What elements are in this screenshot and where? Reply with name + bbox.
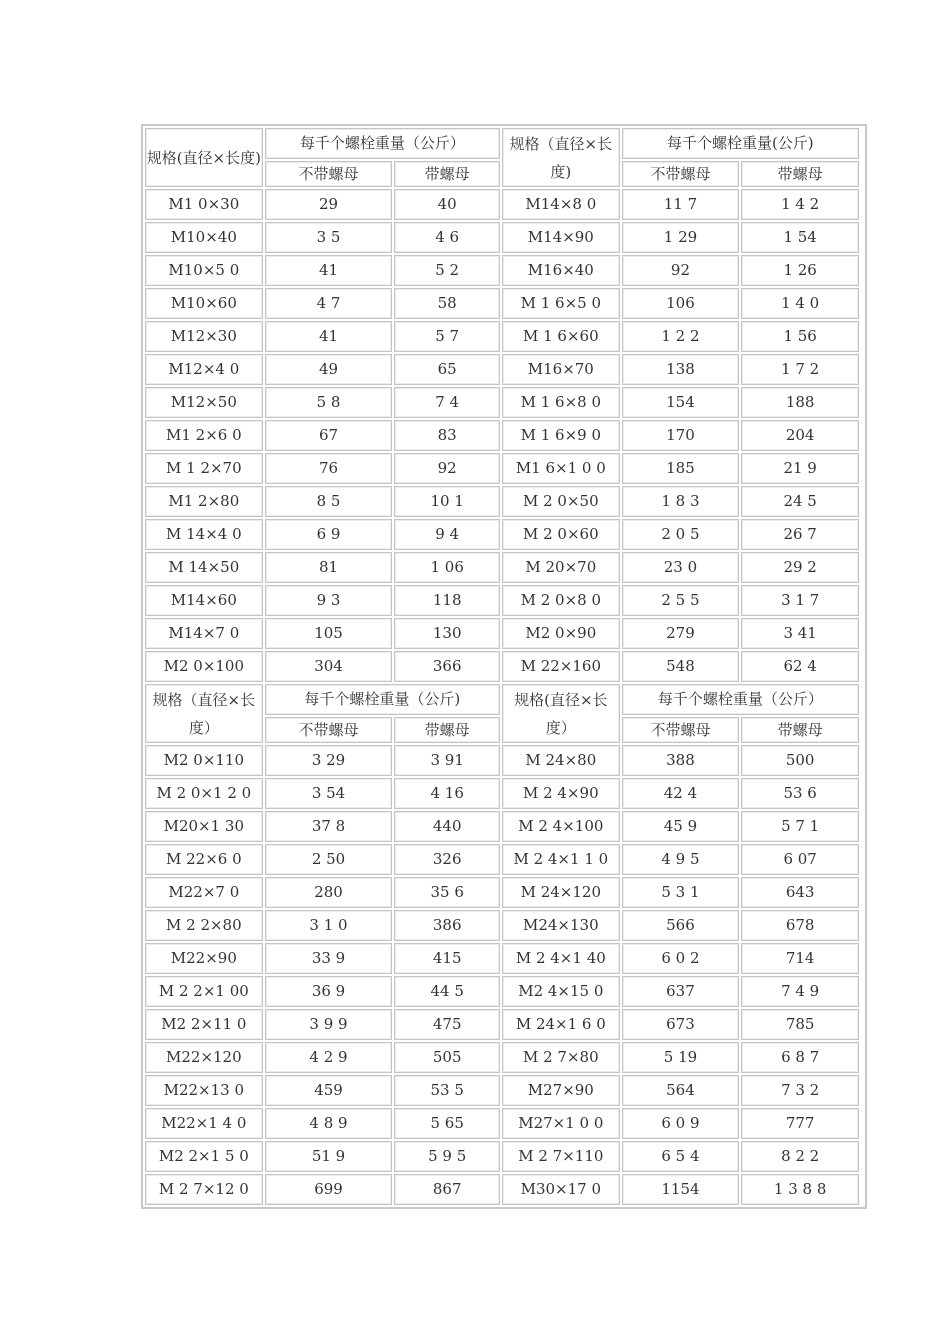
weight-with-nut-cell: 415 bbox=[394, 943, 500, 974]
weight-with-nut-cell: 440 bbox=[394, 811, 500, 842]
table-row bbox=[145, 585, 859, 616]
weight-with-nut-cell: 867 bbox=[394, 1174, 500, 1205]
weight-with-nut-cell: 3 1 7 bbox=[741, 585, 859, 616]
weight-without-nut-cell: 5 19 bbox=[622, 1042, 740, 1073]
weight-without-nut-cell: 36 9 bbox=[265, 976, 393, 1007]
weight-without-nut-cell: 11 7 bbox=[622, 189, 740, 220]
weight-with-nut-cell: 678 bbox=[741, 910, 859, 941]
weight-with-nut-cell: 65 bbox=[394, 354, 500, 385]
weight-without-nut-cell: 6 9 bbox=[265, 519, 393, 550]
weight-with-nut-cell: 92 bbox=[394, 453, 500, 484]
spec-cell: M2 0×100 bbox=[145, 651, 263, 682]
weight-without-nut-cell: 3 29 bbox=[265, 745, 393, 776]
spec-cell: M 22×160 bbox=[502, 651, 620, 682]
weight-header: 每千个螺栓重量（公斤） bbox=[265, 128, 500, 159]
spec-cell: M10×40 bbox=[145, 222, 263, 253]
weight-with-nut-cell: 5 65 bbox=[394, 1108, 500, 1139]
with-nut-header: 带螺母 bbox=[394, 717, 500, 743]
spec-cell: M30×17 0 bbox=[502, 1174, 620, 1205]
spec-cell: M22×7 0 bbox=[145, 877, 263, 908]
spec-cell: M 22×6 0 bbox=[145, 844, 263, 875]
spec-cell: M 2 4×1 1 0 bbox=[502, 844, 620, 875]
weight-with-nut-cell: 3 41 bbox=[741, 618, 859, 649]
weight-with-nut-cell: 500 bbox=[741, 745, 859, 776]
spec-cell: M 2 4×1 40 bbox=[502, 943, 620, 974]
weight-without-nut-cell: 564 bbox=[622, 1075, 740, 1106]
spec-cell: M2 0×110 bbox=[145, 745, 263, 776]
weight-without-nut-cell: 699 bbox=[265, 1174, 393, 1205]
spec-cell: M1 2×80 bbox=[145, 486, 263, 517]
table-row bbox=[145, 189, 859, 220]
weight-with-nut-cell: 44 5 bbox=[394, 976, 500, 1007]
weight-without-nut-cell: 4 7 bbox=[265, 288, 393, 319]
spec-cell: M24×130 bbox=[502, 910, 620, 941]
table-row bbox=[145, 288, 859, 319]
spec-cell: M2 4×15 0 bbox=[502, 976, 620, 1007]
weight-with-nut-cell: 9 4 bbox=[394, 519, 500, 550]
spec-cell: M 2 4×100 bbox=[502, 811, 620, 842]
weight-without-nut-cell: 170 bbox=[622, 420, 740, 451]
spec-cell: M27×1 0 0 bbox=[502, 1108, 620, 1139]
weight-with-nut-cell: 5 9 5 bbox=[394, 1141, 500, 1172]
weight-with-nut-cell: 1 3 8 8 bbox=[741, 1174, 859, 1205]
spec-cell: M 20×70 bbox=[502, 552, 620, 583]
weight-with-nut-cell: 53 6 bbox=[741, 778, 859, 809]
weight-with-nut-cell: 10 1 bbox=[394, 486, 500, 517]
table-row bbox=[145, 910, 859, 941]
weight-without-nut-cell: 388 bbox=[622, 745, 740, 776]
weight-without-nut-cell: 4 2 9 bbox=[265, 1042, 393, 1073]
weight-with-nut-cell: 6 07 bbox=[741, 844, 859, 875]
spec-header: 规格(直径×长度) bbox=[145, 128, 263, 187]
spec-header: 规格（直径×长度) bbox=[502, 128, 620, 187]
weight-without-nut-cell: 42 4 bbox=[622, 778, 740, 809]
spec-cell: M 1 6×9 0 bbox=[502, 420, 620, 451]
weight-without-nut-cell: 6 0 9 bbox=[622, 1108, 740, 1139]
table-row bbox=[145, 552, 859, 583]
table-row bbox=[145, 453, 859, 484]
weight-with-nut-cell: 130 bbox=[394, 618, 500, 649]
without-nut-header: 不带螺母 bbox=[265, 717, 393, 743]
weight-with-nut-cell: 505 bbox=[394, 1042, 500, 1073]
weight-with-nut-cell: 1 06 bbox=[394, 552, 500, 583]
spec-cell: M 2 0×60 bbox=[502, 519, 620, 550]
weight-without-nut-cell: 81 bbox=[265, 552, 393, 583]
spec-cell: M14×7 0 bbox=[145, 618, 263, 649]
spec-cell: M 24×80 bbox=[502, 745, 620, 776]
weight-with-nut-cell: 326 bbox=[394, 844, 500, 875]
table-row bbox=[145, 519, 859, 550]
weight-with-nut-cell: 1 54 bbox=[741, 222, 859, 253]
with-nut-header: 带螺母 bbox=[741, 161, 859, 187]
weight-without-nut-cell: 3 54 bbox=[265, 778, 393, 809]
spec-cell: M20×1 30 bbox=[145, 811, 263, 842]
spec-cell: M 2 7×110 bbox=[502, 1141, 620, 1172]
weight-with-nut-cell: 777 bbox=[741, 1108, 859, 1139]
spec-cell: M1 6×1 0 0 bbox=[502, 453, 620, 484]
table-row bbox=[145, 1009, 859, 1040]
spec-cell: M1 0×30 bbox=[145, 189, 263, 220]
weight-with-nut-cell: 386 bbox=[394, 910, 500, 941]
weight-without-nut-cell: 6 0 2 bbox=[622, 943, 740, 974]
weight-without-nut-cell: 5 3 1 bbox=[622, 877, 740, 908]
spec-cell: M 1 2×70 bbox=[145, 453, 263, 484]
weight-with-nut-cell: 475 bbox=[394, 1009, 500, 1040]
spec-cell: M12×50 bbox=[145, 387, 263, 418]
weight-with-nut-cell: 4 6 bbox=[394, 222, 500, 253]
spec-cell: M 24×1 6 0 bbox=[502, 1009, 620, 1040]
weight-with-nut-cell: 62 4 bbox=[741, 651, 859, 682]
without-nut-header: 不带螺母 bbox=[622, 717, 740, 743]
spec-cell: M 2 7×12 0 bbox=[145, 1174, 263, 1205]
spec-cell: M 2 7×80 bbox=[502, 1042, 620, 1073]
weight-with-nut-cell: 40 bbox=[394, 189, 500, 220]
weight-without-nut-cell: 2 5 5 bbox=[622, 585, 740, 616]
weight-with-nut-cell: 118 bbox=[394, 585, 500, 616]
spec-cell: M10×5 0 bbox=[145, 255, 263, 286]
table-row bbox=[145, 354, 859, 385]
weight-with-nut-cell: 714 bbox=[741, 943, 859, 974]
bolt-weight-table bbox=[143, 126, 861, 1207]
spec-header: 规格(直径×长度） bbox=[502, 684, 620, 743]
weight-with-nut-cell: 5 2 bbox=[394, 255, 500, 286]
weight-header: 每千个螺栓重量(公斤) bbox=[622, 128, 859, 159]
table-row bbox=[145, 1108, 859, 1139]
table-row bbox=[145, 387, 859, 418]
weight-without-nut-cell: 1 2 2 bbox=[622, 321, 740, 352]
weight-without-nut-cell: 33 9 bbox=[265, 943, 393, 974]
spec-cell: M22×90 bbox=[145, 943, 263, 974]
weight-with-nut-cell: 1 4 2 bbox=[741, 189, 859, 220]
table-row bbox=[145, 811, 859, 842]
spec-cell: M 24×120 bbox=[502, 877, 620, 908]
table-row bbox=[145, 1075, 859, 1106]
weight-without-nut-cell: 92 bbox=[622, 255, 740, 286]
weight-with-nut-cell: 785 bbox=[741, 1009, 859, 1040]
weight-without-nut-cell: 1 29 bbox=[622, 222, 740, 253]
weight-without-nut-cell: 67 bbox=[265, 420, 393, 451]
weight-without-nut-cell: 566 bbox=[622, 910, 740, 941]
table-row bbox=[145, 321, 859, 352]
table-body bbox=[145, 128, 859, 1205]
weight-without-nut-cell: 2 50 bbox=[265, 844, 393, 875]
weight-with-nut-cell: 1 56 bbox=[741, 321, 859, 352]
weight-with-nut-cell: 188 bbox=[741, 387, 859, 418]
weight-without-nut-cell: 280 bbox=[265, 877, 393, 908]
weight-without-nut-cell: 4 8 9 bbox=[265, 1108, 393, 1139]
weight-with-nut-cell: 1 26 bbox=[741, 255, 859, 286]
spec-cell: M14×8 0 bbox=[502, 189, 620, 220]
spec-cell: M 2 2×80 bbox=[145, 910, 263, 941]
table-row bbox=[145, 877, 859, 908]
weight-without-nut-cell: 637 bbox=[622, 976, 740, 1007]
weight-without-nut-cell: 3 5 bbox=[265, 222, 393, 253]
without-nut-header: 不带螺母 bbox=[265, 161, 393, 187]
spec-header: 规格（直径×长度） bbox=[145, 684, 263, 743]
table-row bbox=[145, 1141, 859, 1172]
weight-with-nut-cell: 7 4 9 bbox=[741, 976, 859, 1007]
weight-without-nut-cell: 3 1 0 bbox=[265, 910, 393, 941]
spec-cell: M 2 4×90 bbox=[502, 778, 620, 809]
weight-without-nut-cell: 138 bbox=[622, 354, 740, 385]
spec-cell: M 2 0×50 bbox=[502, 486, 620, 517]
weight-with-nut-cell: 21 9 bbox=[741, 453, 859, 484]
weight-without-nut-cell: 304 bbox=[265, 651, 393, 682]
table-row bbox=[145, 255, 859, 286]
spec-cell: M12×4 0 bbox=[145, 354, 263, 385]
spec-cell: M22×120 bbox=[145, 1042, 263, 1073]
spec-cell: M14×90 bbox=[502, 222, 620, 253]
header-row bbox=[145, 128, 859, 159]
weight-with-nut-cell: 204 bbox=[741, 420, 859, 451]
spec-cell: M2 0×90 bbox=[502, 618, 620, 649]
weight-without-nut-cell: 1 8 3 bbox=[622, 486, 740, 517]
table-row bbox=[145, 420, 859, 451]
weight-header: 每千个螺栓重量（公斤） bbox=[622, 684, 859, 715]
table-row bbox=[145, 844, 859, 875]
weight-with-nut-cell: 35 6 bbox=[394, 877, 500, 908]
spec-cell: M2 2×1 5 0 bbox=[145, 1141, 263, 1172]
table-row bbox=[145, 943, 859, 974]
weight-without-nut-cell: 5 8 bbox=[265, 387, 393, 418]
weight-with-nut-cell: 5 7 1 bbox=[741, 811, 859, 842]
weight-with-nut-cell: 366 bbox=[394, 651, 500, 682]
weight-without-nut-cell: 6 5 4 bbox=[622, 1141, 740, 1172]
spec-cell: M 14×4 0 bbox=[145, 519, 263, 550]
weight-without-nut-cell: 106 bbox=[622, 288, 740, 319]
weight-with-nut-cell: 7 4 bbox=[394, 387, 500, 418]
spec-cell: M 2 0×1 2 0 bbox=[145, 778, 263, 809]
weight-without-nut-cell: 2 0 5 bbox=[622, 519, 740, 550]
weight-without-nut-cell: 1154 bbox=[622, 1174, 740, 1205]
weight-without-nut-cell: 41 bbox=[265, 255, 393, 286]
without-nut-header: 不带螺母 bbox=[622, 161, 740, 187]
table-row bbox=[145, 486, 859, 517]
weight-with-nut-cell: 3 91 bbox=[394, 745, 500, 776]
weight-with-nut-cell: 643 bbox=[741, 877, 859, 908]
spec-cell: M 14×50 bbox=[145, 552, 263, 583]
weight-without-nut-cell: 548 bbox=[622, 651, 740, 682]
spec-cell: M 1 6×5 0 bbox=[502, 288, 620, 319]
weight-with-nut-cell: 83 bbox=[394, 420, 500, 451]
weight-with-nut-cell: 1 4 0 bbox=[741, 288, 859, 319]
weight-without-nut-cell: 154 bbox=[622, 387, 740, 418]
weight-header: 每千个螺栓重量（公斤) bbox=[265, 684, 500, 715]
weight-with-nut-cell: 8 2 2 bbox=[741, 1141, 859, 1172]
table-row bbox=[145, 976, 859, 1007]
bolt-weight-table-frame bbox=[141, 124, 867, 1209]
weight-without-nut-cell: 37 8 bbox=[265, 811, 393, 842]
weight-without-nut-cell: 673 bbox=[622, 1009, 740, 1040]
weight-with-nut-cell: 5 7 bbox=[394, 321, 500, 352]
weight-with-nut-cell: 1 7 2 bbox=[741, 354, 859, 385]
weight-with-nut-cell: 29 2 bbox=[741, 552, 859, 583]
spec-cell: M27×90 bbox=[502, 1075, 620, 1106]
weight-without-nut-cell: 51 9 bbox=[265, 1141, 393, 1172]
table-row bbox=[145, 778, 859, 809]
weight-without-nut-cell: 8 5 bbox=[265, 486, 393, 517]
weight-without-nut-cell: 23 0 bbox=[622, 552, 740, 583]
weight-without-nut-cell: 9 3 bbox=[265, 585, 393, 616]
weight-without-nut-cell: 459 bbox=[265, 1075, 393, 1106]
table-row bbox=[145, 745, 859, 776]
spec-cell: M 1 6×8 0 bbox=[502, 387, 620, 418]
weight-with-nut-cell: 26 7 bbox=[741, 519, 859, 550]
weight-with-nut-cell: 58 bbox=[394, 288, 500, 319]
table-row bbox=[145, 618, 859, 649]
weight-without-nut-cell: 49 bbox=[265, 354, 393, 385]
spec-cell: M22×1 4 0 bbox=[145, 1108, 263, 1139]
spec-cell: M2 2×11 0 bbox=[145, 1009, 263, 1040]
weight-with-nut-cell: 7 3 2 bbox=[741, 1075, 859, 1106]
spec-cell: M 1 6×60 bbox=[502, 321, 620, 352]
weight-without-nut-cell: 3 9 9 bbox=[265, 1009, 393, 1040]
weight-without-nut-cell: 41 bbox=[265, 321, 393, 352]
weight-with-nut-cell: 6 8 7 bbox=[741, 1042, 859, 1073]
weight-with-nut-cell: 53 5 bbox=[394, 1075, 500, 1106]
weight-without-nut-cell: 105 bbox=[265, 618, 393, 649]
weight-without-nut-cell: 76 bbox=[265, 453, 393, 484]
spec-cell: M10×60 bbox=[145, 288, 263, 319]
spec-cell: M22×13 0 bbox=[145, 1075, 263, 1106]
header-row bbox=[145, 684, 859, 715]
weight-without-nut-cell: 185 bbox=[622, 453, 740, 484]
spec-cell: M14×60 bbox=[145, 585, 263, 616]
with-nut-header: 带螺母 bbox=[394, 161, 500, 187]
with-nut-header: 带螺母 bbox=[741, 717, 859, 743]
spec-cell: M 2 0×8 0 bbox=[502, 585, 620, 616]
weight-without-nut-cell: 279 bbox=[622, 618, 740, 649]
weight-without-nut-cell: 45 9 bbox=[622, 811, 740, 842]
spec-cell: M12×30 bbox=[145, 321, 263, 352]
table-row bbox=[145, 651, 859, 682]
table-row bbox=[145, 222, 859, 253]
spec-cell: M 2 2×1 00 bbox=[145, 976, 263, 1007]
weight-with-nut-cell: 4 16 bbox=[394, 778, 500, 809]
spec-cell: M16×70 bbox=[502, 354, 620, 385]
table-row bbox=[145, 1042, 859, 1073]
weight-without-nut-cell: 29 bbox=[265, 189, 393, 220]
spec-cell: M1 2×6 0 bbox=[145, 420, 263, 451]
weight-with-nut-cell: 24 5 bbox=[741, 486, 859, 517]
spec-cell: M16×40 bbox=[502, 255, 620, 286]
table-row bbox=[145, 1174, 859, 1205]
weight-without-nut-cell: 4 9 5 bbox=[622, 844, 740, 875]
